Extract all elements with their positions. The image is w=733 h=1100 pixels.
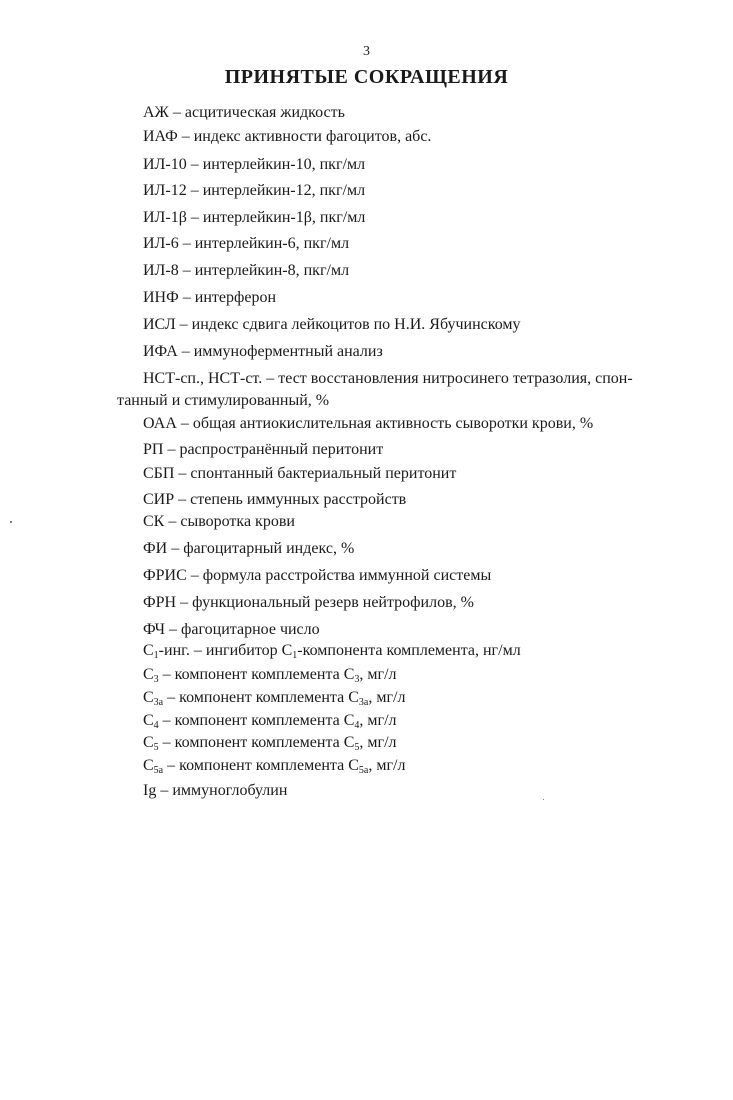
complement-item: $C_5$ – компонент комплемента $C_5$, мг/л — [143, 734, 397, 753]
abbrev-item: ИЛ-1β – интерлейкин-1β, пкг/мл — [143, 209, 366, 226]
abbrev-item: НСТ-сп., НСТ-ст. – тест восстановления нитросинего тетразолия, спон- — [143, 370, 633, 387]
abbrev-item-continuation: танный и стимулированный, % — [117, 392, 330, 409]
abbrev-item: АЖ – асцитическая жидкость — [143, 104, 345, 121]
abbrev-item: ИЛ-6 – интерлейкин-6, пкг/мл — [143, 235, 350, 252]
scan-speck — [543, 799, 544, 800]
abbrev-item: ОАА – общая антиокислительная активность сыворотки крови, % — [143, 415, 594, 432]
abbrev-item: ФРИС – формула расстройства иммунной системы — [143, 567, 492, 584]
abbrev-item: СК – сыворотка крови — [143, 513, 295, 530]
abbrev-item: СБП – спонтанный бактериальный перитонит — [143, 465, 457, 482]
complement-item: $C_3$ – компонент комплемента $C_3$, мг/л — [143, 666, 397, 685]
abbrev-item: ФИ – фагоцитарный индекс, % — [143, 540, 355, 557]
abbrev-item: ИЛ-8 – интерлейкин-8, пкг/мл — [143, 262, 350, 279]
abbrev-item: ИНФ – интерферон — [143, 289, 276, 306]
complement-item: $C_1$-инг. – ингибитор $C_1$-компонента комплемента, нг/мл — [143, 642, 521, 661]
scan-speck — [10, 521, 12, 523]
abbrev-item: ИАФ – индекс активности фагоцитов, абс. — [143, 128, 432, 145]
abbrev-item: ИЛ-12 – интерлейкин-12, пкг/мл — [143, 182, 366, 199]
abbrev-item: ФРН – функциональный резерв нейтрофилов, % — [143, 594, 474, 611]
complement-item: $C_{5a}$ – компонент комплемента $C_{5a}$, мг/л — [143, 757, 406, 776]
abbrev-item: ИСЛ – индекс сдвига лейкоцитов по Н.И. Ябучинскому — [143, 316, 521, 333]
complement-item: $C_{3a}$ – компонент комплемента $C_{3a}$, мг/л — [143, 689, 406, 708]
page-title: ПРИНЯТЫЕ СОКРАЩЕНИЯ — [224, 66, 509, 88]
page-number: 3 — [363, 44, 370, 59]
abbrev-item: ФЧ – фагоцитарное число — [143, 621, 320, 638]
abbrev-item: РП – распространённый перитонит — [143, 441, 384, 458]
abbrev-item: СИР – степень иммунных расстройств — [143, 491, 407, 508]
complement-item: $C_4$ – компонент комплемента $C_4$, мг/л — [143, 712, 397, 731]
abbrev-item: ИЛ-10 – интерлейкин-10, пкг/мл — [143, 156, 366, 173]
abbrev-item: Ig – иммуноглобулин — [143, 782, 288, 799]
abbrev-item: ИФА – иммуноферментный анализ — [143, 343, 383, 360]
